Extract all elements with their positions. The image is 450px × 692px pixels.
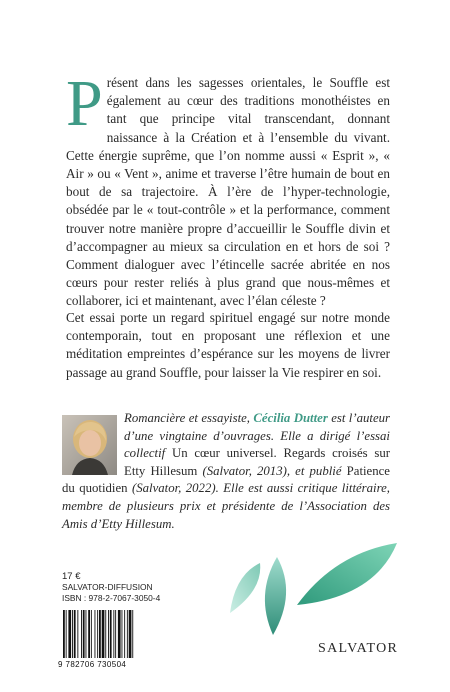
price: 17 € — [62, 571, 81, 582]
drop-cap: P — [66, 67, 103, 140]
book-metadata — [62, 571, 160, 604]
author-name: Cécilia Dutter — [253, 411, 328, 425]
barcode-icon — [62, 610, 156, 658]
summary-paragraph: Cet essai porte un regard spirituel engagé sur notre monde contemporain, tout en proposant une réflexion et une méditation empreintes d’espérance sur les moyens de livrer passage au grand Souffle, pour laisser la Vie respirer en soi. — [66, 310, 390, 380]
distributor: SALVATOR-DIFFUSION — [62, 582, 153, 592]
intro-paragraph — [66, 67, 390, 311]
leaf-right — [297, 543, 397, 605]
isbn: ISBN : 978-2-7067-3050-4 — [62, 593, 161, 603]
book-title-1: Un cœur universel. Regards croisés sur Etty Hillesum — [124, 446, 391, 478]
leaves-illustration-icon — [225, 535, 400, 640]
leaf-left — [230, 563, 260, 613]
barcode-digits: 9 782706 730504 — [58, 660, 127, 669]
intro-text: résent dans les sagesses orientales, le Souffle est également au cœur des traditions monothéistes en tant que principe vital transcendant, donnant naissance à la Création et à l’ensemble du vivant. Cette énergie suprême, que l’on nomme aussi « Esprit », « Air » ou « Vent », anime et traverse l’être humain de bout en bout de sa trajectoire. À l’ère de l’hyper-technologie, obsédée par le « tout-contrôle » et la performance, comment trouver notre manière propre d’accueillir le Souffle divin et d’accompagner au mieux sa circulation en et hors de soi ? Comment dialoguer avec l’étincelle sacrée abritée en nos cœurs pour rester reliés à plus grand que nous-mêmes et collaborer, ici et maintenant, avec l’élan céleste ? — [66, 75, 390, 309]
leaf-middle — [265, 557, 286, 635]
author-bio: Romancière et essayiste, Cécilia Dutter est l’auteur d’une vingtaine d’ouvrages. Elle a dirigé l’essai collectif Un cœur universel. Regards croisés sur Etty Hillesum (Salvator, 2013), et publié Patience du quotidien (Salvator, 2022). Elle est aussi critique littéraire, membre de plusieurs prix et présidente de l’Association des Amis d’Etty Hillesum. — [62, 411, 391, 531]
book-title-2: Patience du quotidien — [62, 463, 390, 496]
publisher-logo: SALVATOR — [318, 641, 399, 656]
